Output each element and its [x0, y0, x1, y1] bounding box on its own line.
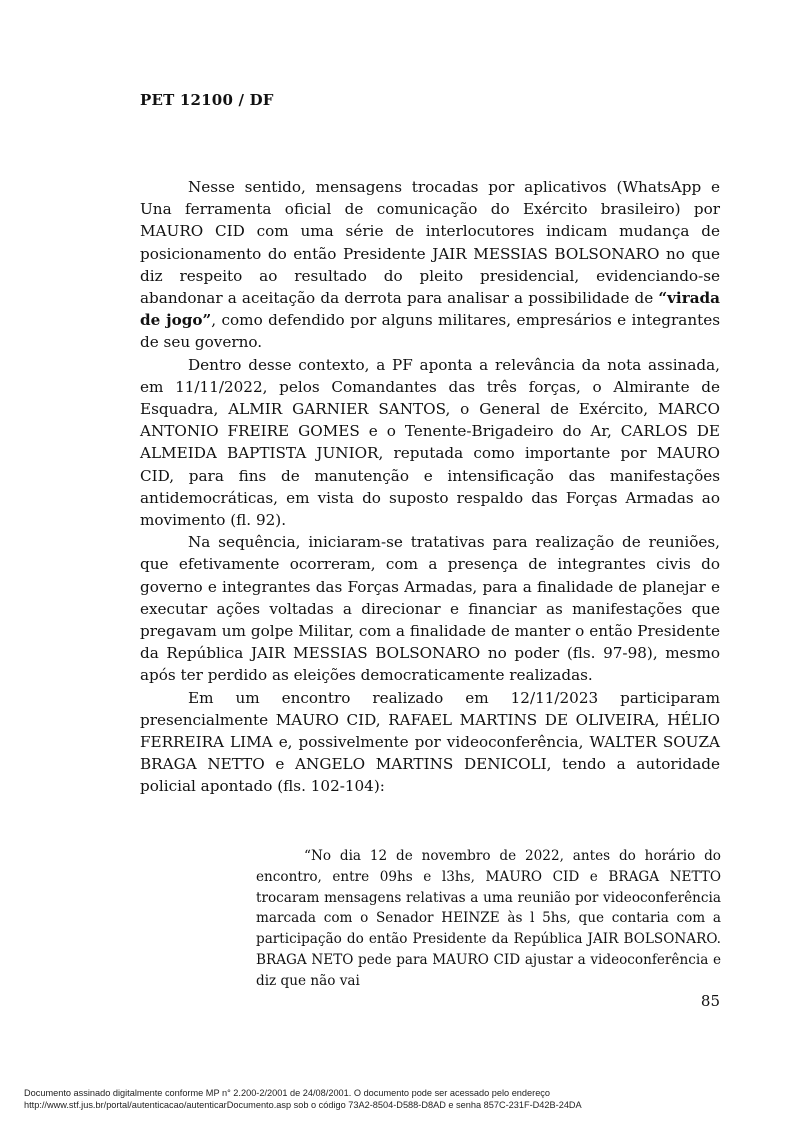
block-quote	[256, 846, 721, 992]
paragraph-1-text-a: Nesse sentido, mensagens trocadas por aplicativos (WhatsApp e Una ferramenta oficial de comunicação do Exército brasileiro) por MAURO CID com uma série de interlocutores indicam mudança de posicionamento do então Presidente JAIR MESSIAS BOLSONARO no que diz respeito ao resultado do pleito presidencial, evidenciando-se abandonar a aceitação da derrota para analisar a possibilidade de	[140, 178, 720, 308]
paragraph-4: Em um encontro realizado em 12/11/2023 participaram presencialmente MAURO CID, RAFAEL MARTINS DE OLIVEIRA, HÉLIO FERREIRA LIMA e, possivelmente por videoconferência, WALTER SOUZA BRAGA NETTO e ANGELO MARTINS DENICOLI, tendo a autoridade policial apontado (fls. 102-104):	[140, 688, 720, 796]
footer-line-1: Documento assinado digitalmente conforme MP n° 2.200-2/2001 de 24/08/2001. O documento pode ser acessado pelo endereço	[24, 1088, 551, 1098]
case-reference-header: PET 12100 / DF	[140, 91, 274, 109]
document-body	[140, 176, 720, 798]
page-number: 85	[700, 992, 720, 1010]
paragraph-1-text-b: , como defendido por alguns militares, empresários e integrantes de seu governo.	[140, 311, 720, 352]
paragraph-3: Na sequência, iniciaram-se tratativas para realização de reuniões, que efetivamente ocorreram, com a presença de integrantes civis do governo e integrantes das Forças Armadas, para a finalidade de planejar e executar ações voltadas a direcionar e financiar as manifestações que pregavam um golpe Militar, com a finalidade de manter o então Presidente da República JAIR MESSIAS BOLSONARO no poder (fls. 97-98), mesmo após ter perdido as eleições democraticamente realizadas.	[140, 533, 720, 685]
signature-footer	[24, 1088, 784, 1111]
paragraph-1-emphasis: “virada de jogo”	[140, 289, 720, 330]
footer-line-2: http://www.stf.jus.br/portal/autenticacao/autenticarDocumento.asp sob o código 73A2-8504-D588-D8AD e senha 857C-231F-D42B-24DA	[24, 1099, 582, 1110]
quote-text: “No dia 12 de novembro de 2022, antes do horário do encontro, entre 09hs e l3hs, MAURO CID e BRAGA NETTO trocaram mensagens relativas a uma reunião por videoconferência marcada com o Senador HEINZE às l 5hs, que contaria com a participação do então Presidente da República JAIR BOLSONARO. BRAGA NETO pede para MAURO CID ajustar a videoconferência e diz que não vai	[256, 848, 721, 989]
paragraph-1	[140, 176, 720, 354]
paragraph-2: Dentro desse contexto, a PF aponta a relevância da nota assinada, em 11/11/2022, pelos Comandantes das três forças, o Almirante de Esquadra, ALMIR GARNIER SANTOS, o General de Exército, MARCO ANTONIO FREIRE GOMES e o Tenente-Brigadeiro do Ar, CARLOS DE ALMEIDA BAPTISTA JUNIOR, reputada como importante por MAURO CID, para fins de manutenção e intensificação das manifestações antidemocráticas, em vista do suposto respaldo das Forças Armadas ao movimento (fl. 92).	[140, 355, 720, 530]
